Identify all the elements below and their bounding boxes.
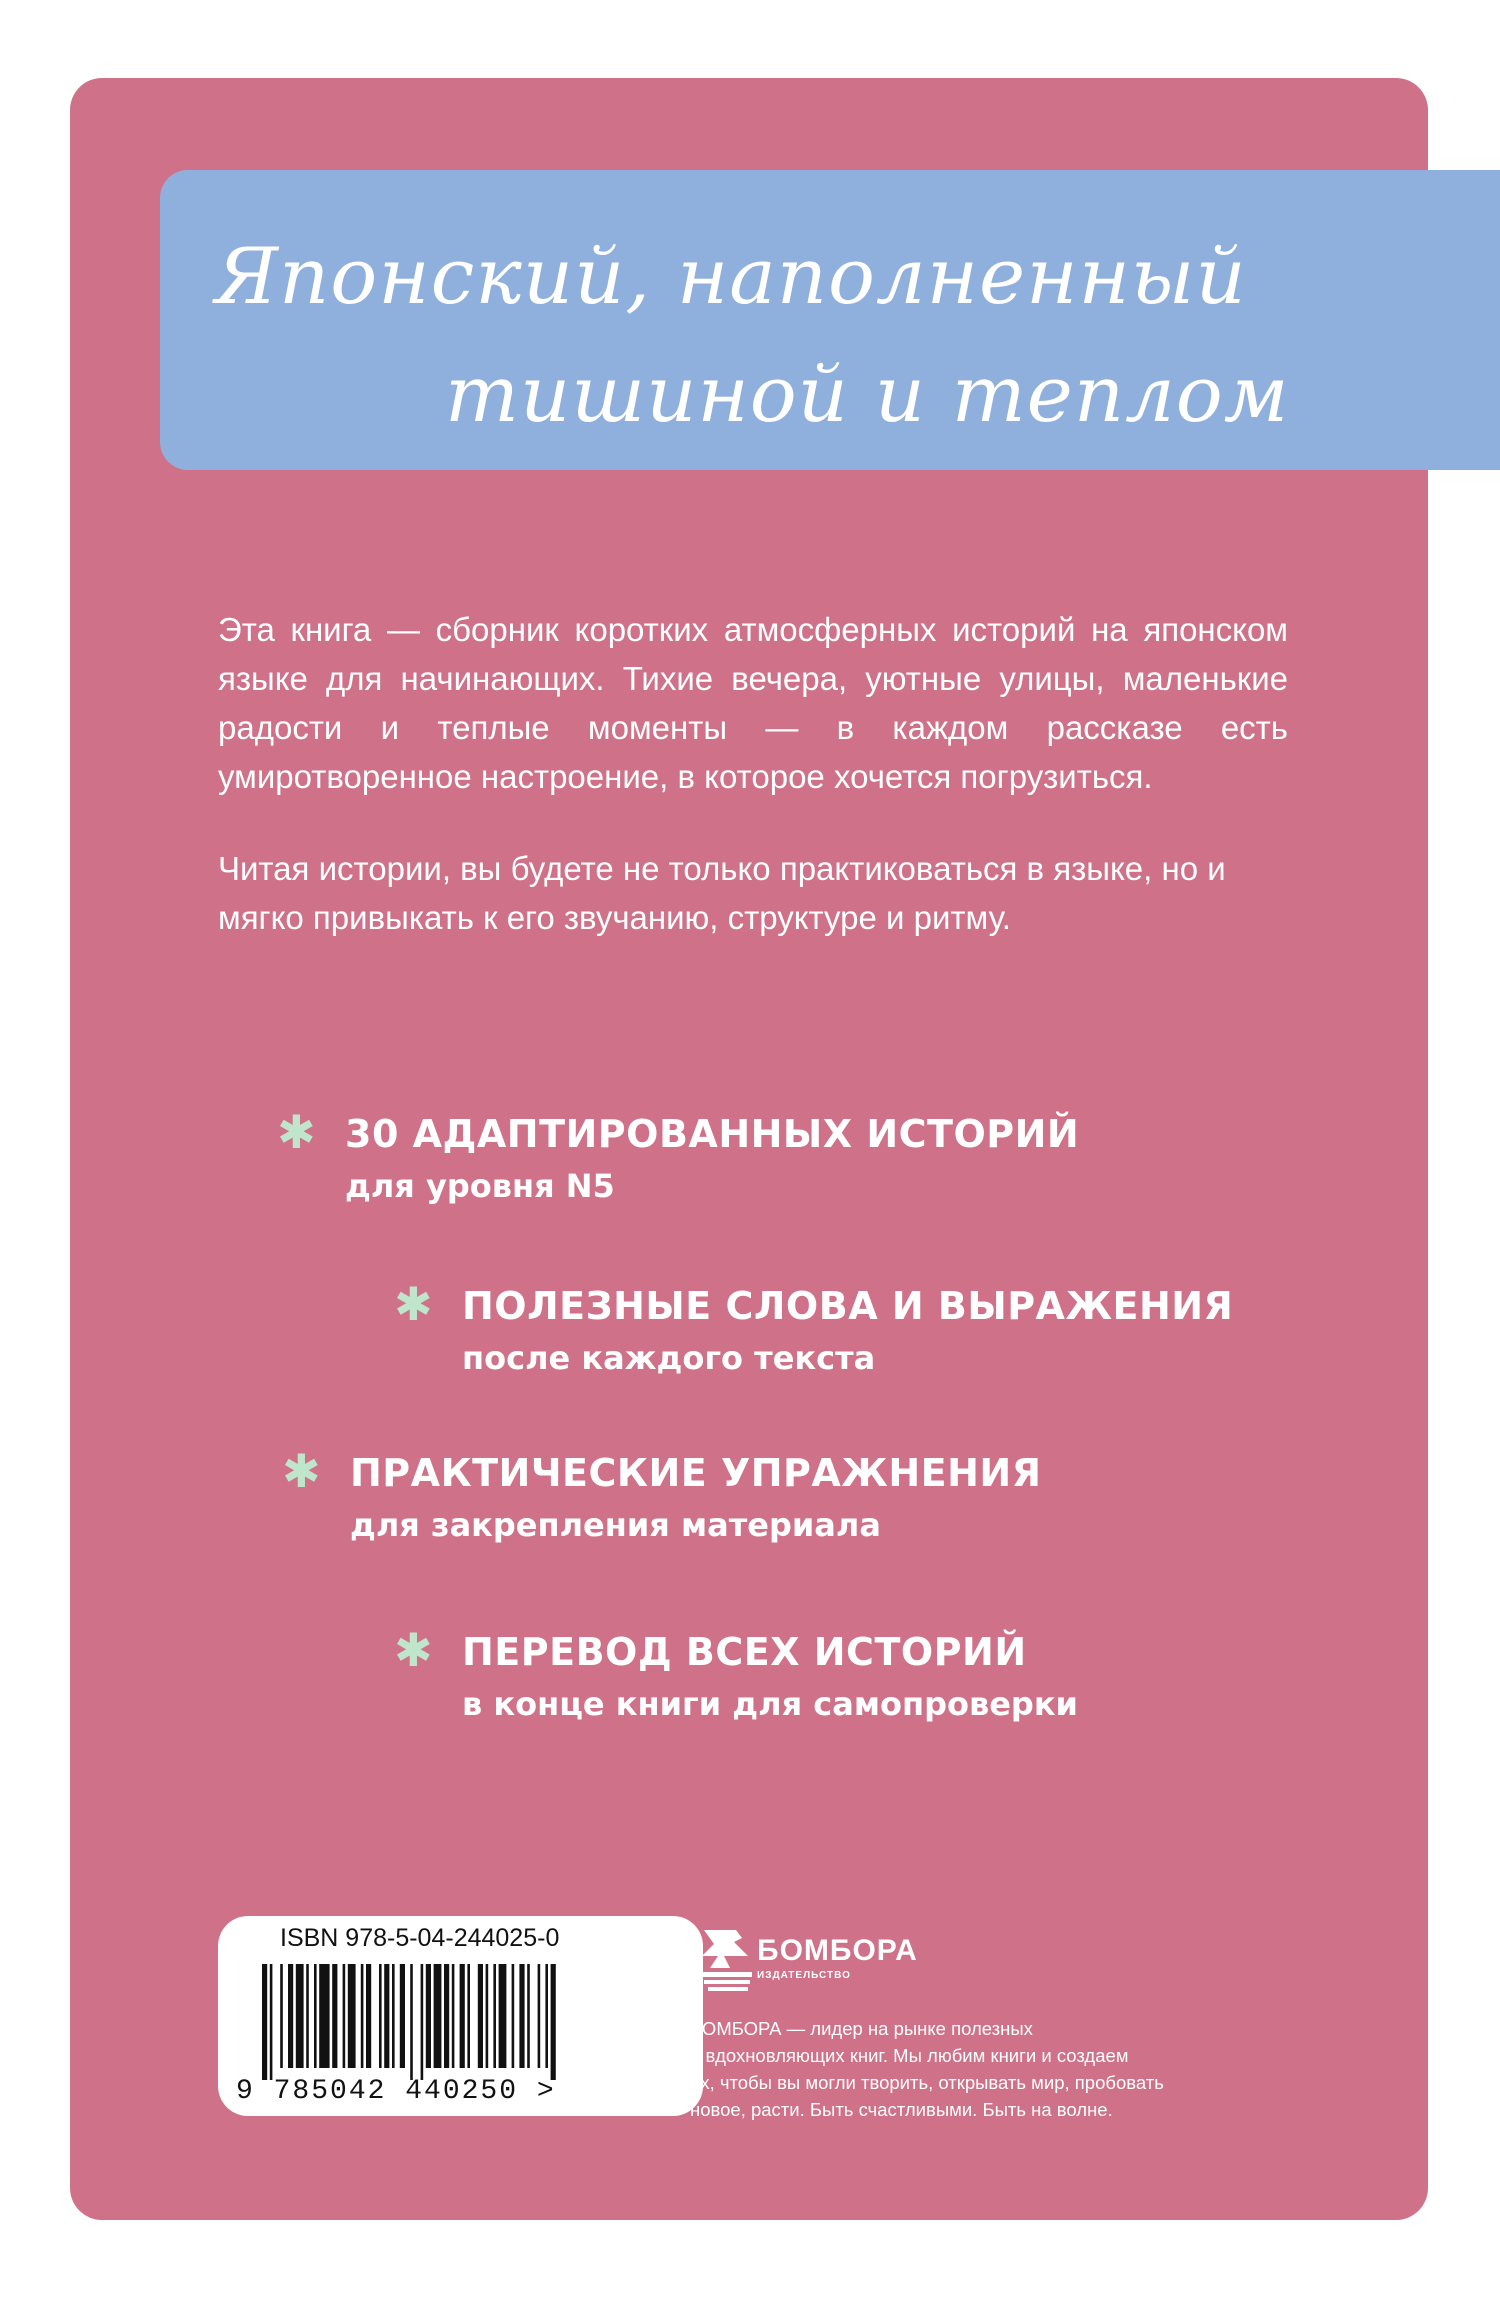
barcode-bar [551, 1964, 556, 2080]
book-title [215, 218, 1315, 454]
barcode-bar [379, 1964, 382, 2068]
barcode-bar [467, 1964, 470, 2068]
publisher-blurb [690, 2015, 1290, 2123]
publisher-blurb-line: БОМБОРА — лидер на рынке полезных [690, 2018, 1033, 2039]
barcode-bar [262, 1964, 267, 2080]
barcode-bar [270, 1964, 273, 2080]
barcode-bar [512, 1964, 515, 2068]
barcode-bar [444, 1964, 449, 2068]
barcode-bar [460, 1964, 465, 2068]
barcode-bar [348, 1964, 356, 2068]
feature-item [282, 1444, 1042, 1549]
asterisk-icon: ✱ [277, 1105, 316, 1159]
barcode-bar [486, 1964, 489, 2068]
feature-item [394, 1623, 1078, 1728]
barcode-bar [361, 1964, 364, 2068]
asterisk-icon: ✱ [282, 1444, 321, 1498]
barcode-bar [296, 1964, 304, 2068]
barcode-bar [343, 1964, 346, 2068]
feature-subtitle: для закрепления материала [350, 1506, 881, 1544]
publisher-logo-name: БОМБОРА [757, 1934, 918, 1967]
title-line-2: тишиной и теплом [445, 350, 1290, 440]
feature-item [277, 1105, 1080, 1210]
feature-subtitle: после каждого текста [462, 1339, 876, 1377]
feature-item [394, 1277, 1234, 1382]
barcode-bar [288, 1964, 293, 2068]
barcode-bar [538, 1964, 541, 2068]
barcode-bar [306, 1964, 309, 2068]
description-paragraph-1: Эта книга — сборник коротких атмосферных историй на японском языке для начинающих. Тихие вечера, уютные улицы, маленькие радости и теплые моменты — в каждом рассказе есть умиротворенное настроение, в которое хочется погрузиться. [218, 611, 1288, 795]
feature-heading: ПОЛЕЗНЫЕ СЛОВА И ВЫРАЖЕНИЯ [462, 1284, 1234, 1328]
barcode-bar [421, 1964, 424, 2080]
barcode-bar [527, 1964, 530, 2068]
publisher-blurb-line: и вдохновляющих книг. Мы любим книги и создаем [690, 2045, 1129, 2066]
publisher-logo-subtitle: ИЗДАТЕЛЬСТВО [757, 1970, 851, 1981]
barcode-bar [314, 1964, 317, 2068]
barcode-bar [434, 1964, 442, 2068]
barcode-bar [519, 1964, 524, 2068]
isbn-digits: 9 785042 440250 > [236, 2076, 556, 2107]
barcode-bar [493, 1964, 496, 2068]
barcode-bar [366, 1964, 371, 2068]
publisher-blurb-line: новое, расти. Быть счастливыми. Быть на волне. [690, 2099, 1113, 2120]
barcode-bar [319, 1964, 329, 2068]
barcode-bar [545, 1964, 548, 2068]
barcode-bar [478, 1964, 483, 2068]
barcode-bar [426, 1964, 431, 2068]
barcode-bar [392, 1964, 395, 2068]
barcode-bar [410, 1964, 413, 2080]
isbn-label: ISBN 978-5-04-244025-0 [280, 1924, 560, 1952]
barcode-bar [499, 1964, 507, 2068]
asterisk-icon: ✱ [394, 1623, 433, 1677]
asterisk-icon: ✱ [394, 1277, 433, 1331]
barcode-graphic [258, 1964, 638, 2080]
description-paragraph-2: Читая истории, вы будете не только практиковаться в языке, но и мягко привыкать к его звучанию, структуре и ритму. [218, 850, 1226, 936]
feature-heading: 30 АДАПТИРОВАННЫХ ИСТОРИЙ [345, 1112, 1080, 1156]
isbn-barcode-box [218, 1916, 703, 2116]
feature-subtitle: для уровня N5 [345, 1167, 615, 1205]
feature-heading: ПРАКТИЧЕСКИЕ УПРАЖНЕНИЯ [350, 1451, 1042, 1495]
barcode-bar [280, 1964, 283, 2068]
title-line-1: Японский, наполненный [215, 232, 1247, 322]
feature-subtitle: в конце книги для самопроверки [462, 1685, 1078, 1723]
barcode-bar [400, 1964, 405, 2068]
barcode-bar [384, 1964, 389, 2068]
feature-heading: ПЕРЕВОД ВСЕХ ИСТОРИЙ [462, 1630, 1027, 1674]
description [218, 605, 1288, 985]
publisher-blurb-line: их, чтобы вы могли творить, открывать мир, пробовать [690, 2072, 1164, 2093]
barcode-bar [452, 1964, 455, 2068]
barcode-bar [332, 1964, 337, 2068]
